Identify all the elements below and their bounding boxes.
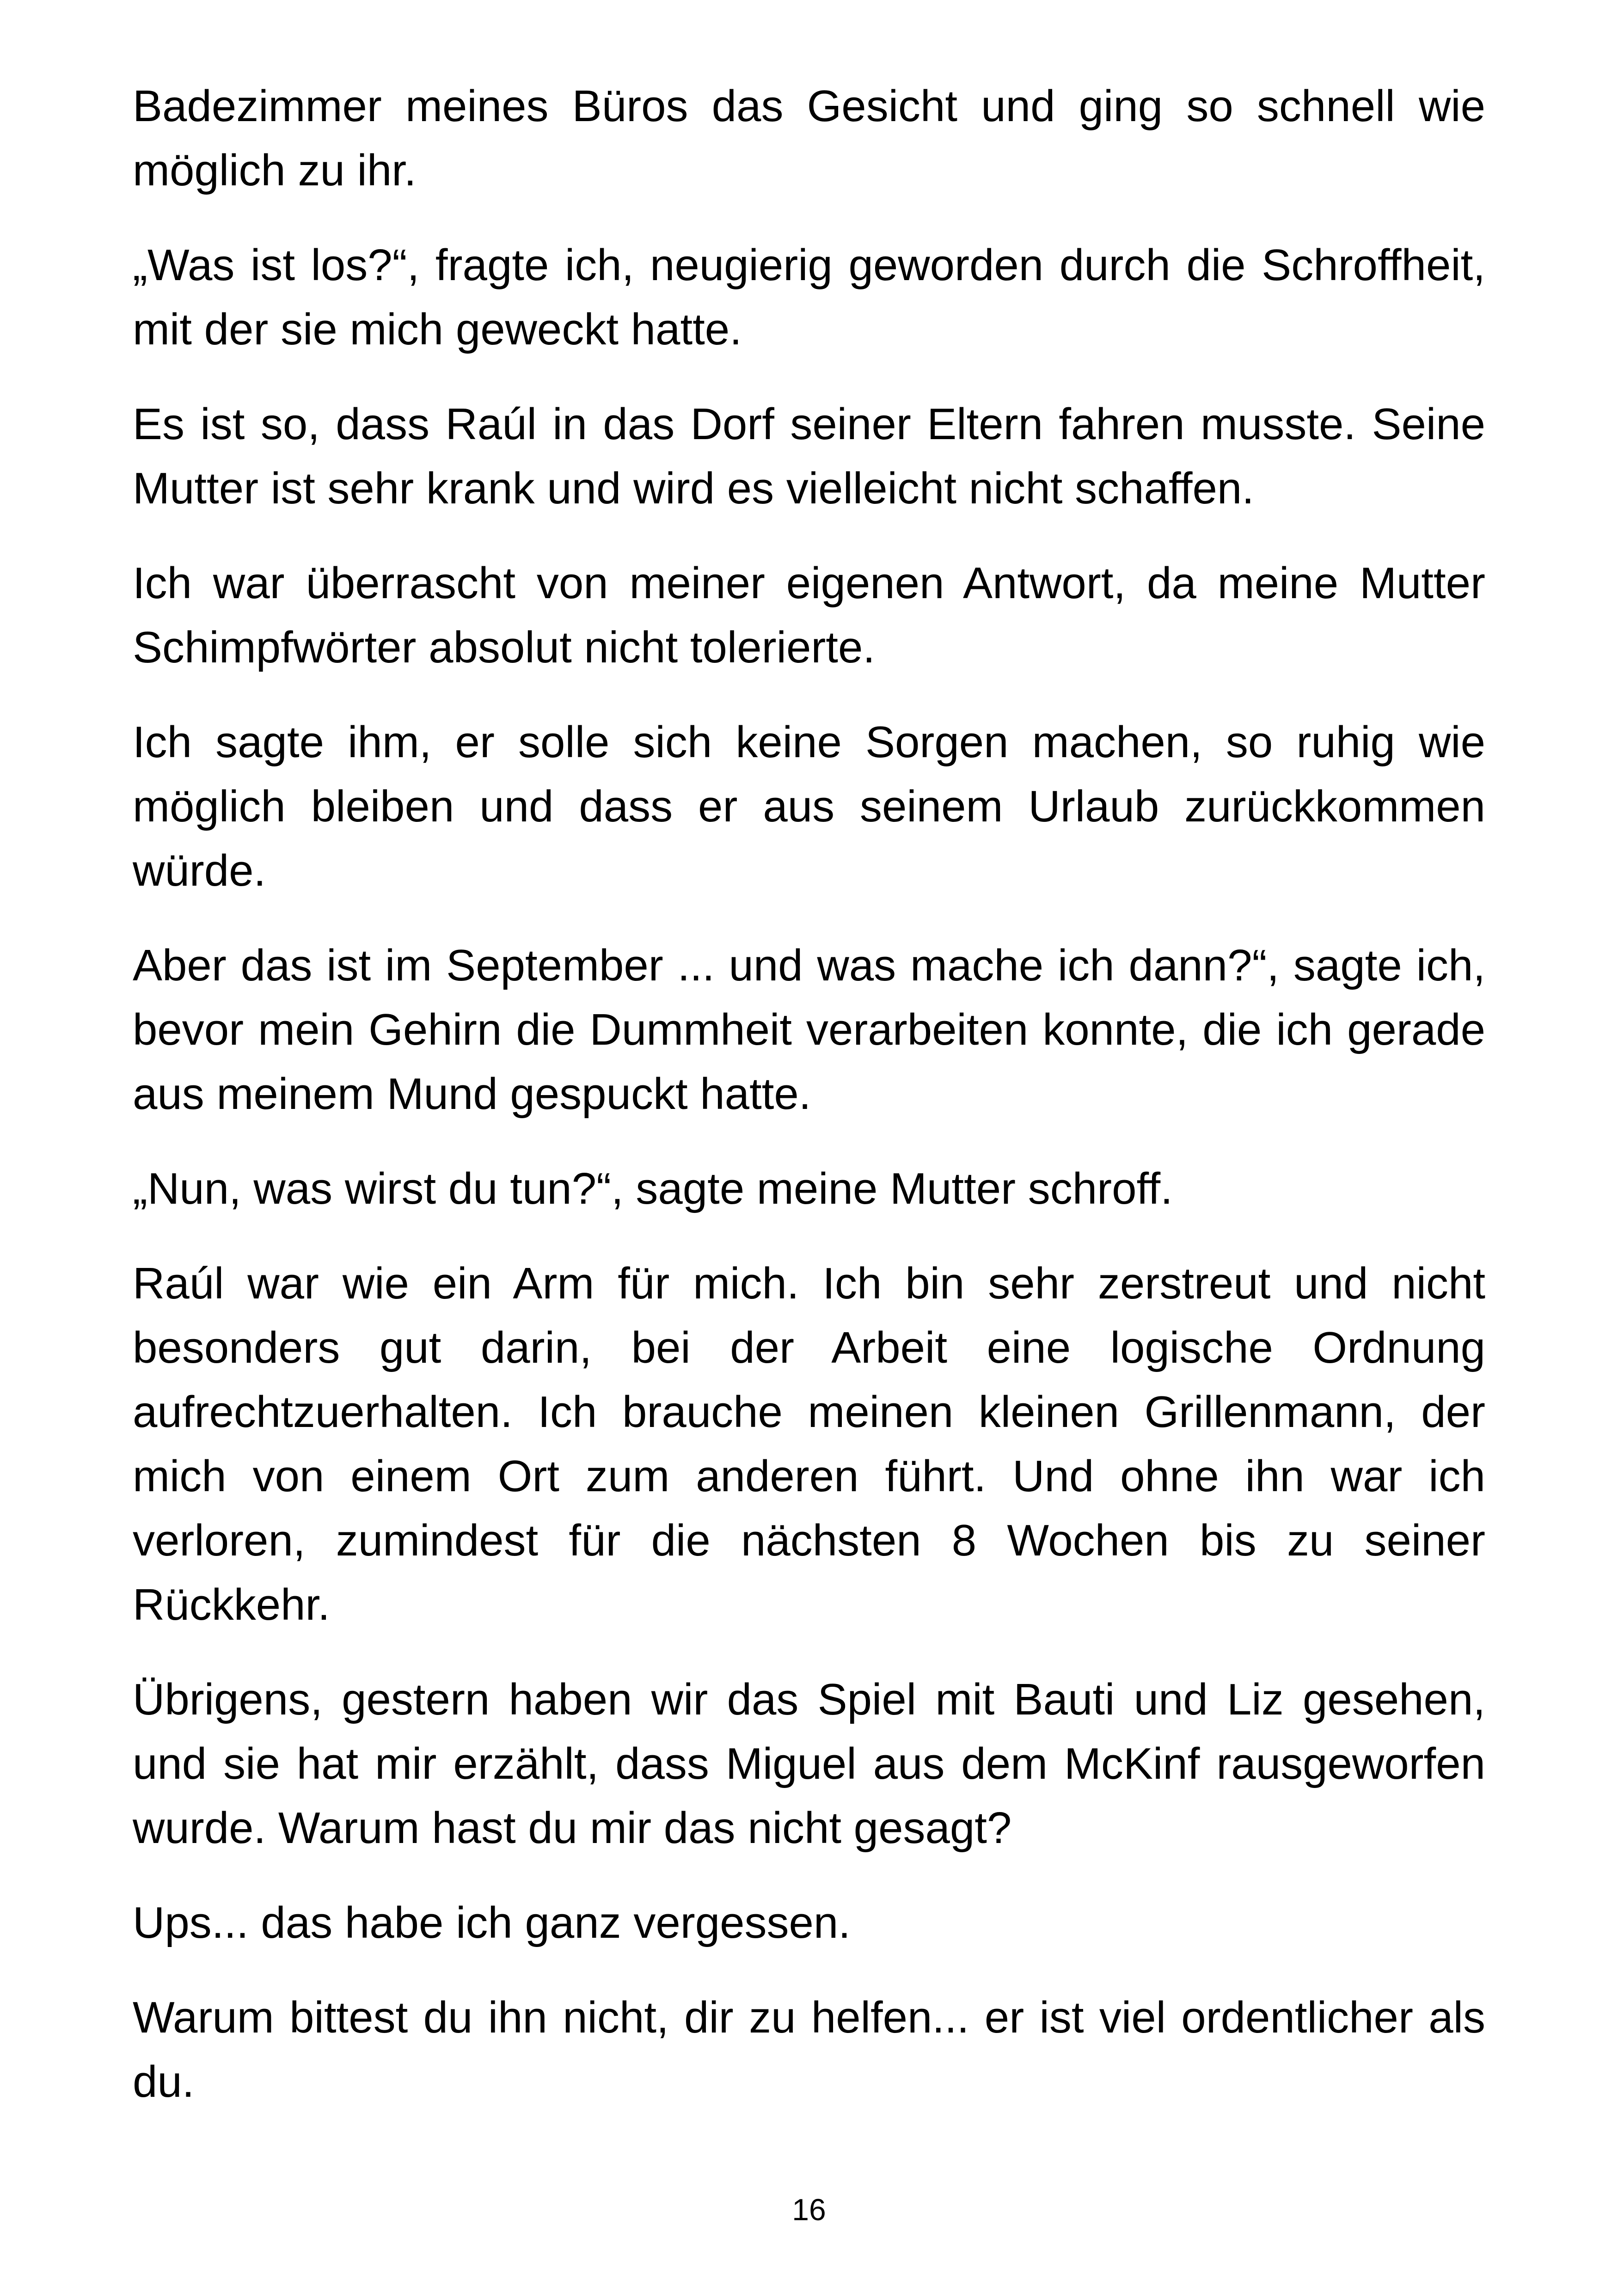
paragraph: „Nun, was wirst du tun?“, sagte meine Mutter schroff.: [133, 1164, 1173, 1213]
page-number: 16: [792, 2192, 826, 2227]
body-text: [133, 74, 1485, 2144]
paragraph: „Was ist los?“, fragte ich, neugierig geworden durch die Schroffheit, mit der sie mich geweckt hatte.: [133, 240, 1485, 354]
paragraph: Warum bittest du ihn nicht, dir zu helfen... er ist viel ordentlicher als du.: [133, 1993, 1485, 2106]
paragraph: Aber das ist im September ... und was mache ich dann?“, sagte ich, bevor mein Gehirn die Dummheit verarbeiten konnte, die ich gerade aus meinem Mund gespuckt hatte.: [133, 941, 1485, 1119]
paragraph: Übrigens, gestern haben wir das Spiel mit Bauti und Liz gesehen, und sie hat mir erzählt, dass Miguel aus dem McKinf rausgeworfen wurde. Warum hast du mir das nicht gesagt?: [133, 1675, 1485, 1853]
paragraph: Ich sagte ihm, er solle sich keine Sorgen machen, so ruhig wie möglich bleiben und dass er aus seinem Urlaub zurückkommen würde.: [133, 717, 1485, 895]
paragraph: Raúl war wie ein Arm für mich. Ich bin sehr zerstreut und nicht besonders gut darin, bei der Arbeit eine logische Ordnung aufrechtzuerhalten. Ich brauche meinen kleinen Grillenmann, der mich von einem Ort zum anderen führt. Und ohne ihn war ich verloren, zumindest für die nächsten 8 Wochen bis zu seiner Rückkehr.: [133, 1259, 1485, 1629]
paragraph: Badezimmer meines Büros das Gesicht und ging so schnell wie möglich zu ihr.: [133, 81, 1485, 195]
paragraph: Es ist so, dass Raúl in das Dorf seiner Eltern fahren musste. Seine Mutter ist sehr krank und wird es vielleicht nicht schaffen.: [133, 399, 1485, 513]
paragraph: Ich war überrascht von meiner eigenen Antwort, da meine Mutter Schimpfwörter absolut nicht tolerierte.: [133, 558, 1485, 672]
paragraph: Ups... das habe ich ganz vergessen.: [133, 1898, 851, 1947]
